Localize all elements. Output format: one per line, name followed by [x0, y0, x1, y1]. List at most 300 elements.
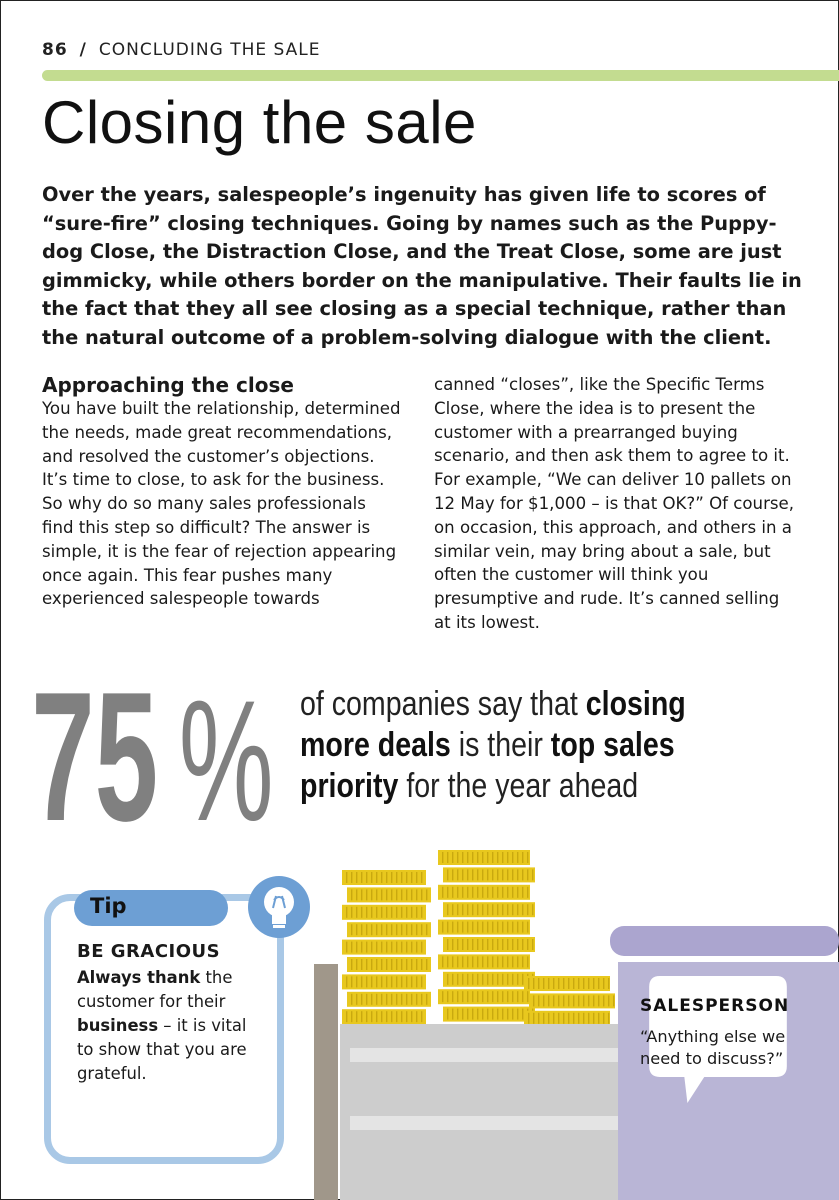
- coin-edge: [416, 872, 417, 883]
- coin-edge: [447, 1009, 448, 1020]
- coin-edge: [532, 904, 533, 915]
- coin-edge: [366, 924, 367, 935]
- coin-edge: [457, 852, 458, 863]
- coin-edge: [497, 991, 498, 1002]
- coin-edge: [361, 907, 362, 918]
- running-header: [42, 40, 320, 60]
- coin-edge: [366, 994, 367, 1005]
- coin-edge: [507, 991, 508, 1002]
- coin-edge: [452, 1009, 453, 1020]
- coin-edge: [517, 956, 518, 967]
- coin-stack-layer: [443, 972, 535, 987]
- coin-edge: [502, 869, 503, 880]
- coin-edge: [583, 1013, 584, 1024]
- coin-edge: [381, 994, 382, 1005]
- coin-edge: [401, 1011, 402, 1022]
- tip-label: [74, 890, 228, 926]
- coin-edge: [608, 995, 609, 1006]
- coin-edge: [492, 974, 493, 985]
- figure-head-band: [610, 926, 839, 956]
- coin-edge: [497, 904, 498, 915]
- coin-edge: [512, 939, 513, 950]
- coin-edge: [376, 959, 377, 970]
- coin-edge: [406, 994, 407, 1005]
- coin-edge: [487, 991, 488, 1002]
- coin-edge: [351, 959, 352, 970]
- coin-edge: [512, 869, 513, 880]
- coin-edge: [487, 1009, 488, 1020]
- coin-edge: [411, 1011, 412, 1022]
- coin-edge: [477, 904, 478, 915]
- coin-edge: [457, 956, 458, 967]
- coin-stacks: [342, 850, 615, 1026]
- coin-stack-layer: [438, 885, 530, 900]
- coin-edge: [361, 994, 362, 1005]
- coin-edge: [442, 887, 443, 898]
- coin-edge: [517, 1009, 518, 1020]
- coin-edge: [517, 974, 518, 985]
- stat-bold-2: top sales priority: [300, 726, 675, 805]
- coin-stack-layer: [347, 992, 431, 1007]
- coin-edge: [502, 887, 503, 898]
- coin-edge: [533, 1013, 534, 1024]
- coin-edge: [467, 956, 468, 967]
- coin-edge: [598, 978, 599, 989]
- coin-stack-layer: [443, 902, 535, 917]
- coin-edge: [381, 889, 382, 900]
- coin-edge: [366, 959, 367, 970]
- coin-edge: [492, 956, 493, 967]
- coin-edge: [583, 978, 584, 989]
- coin-edge: [406, 959, 407, 970]
- body-column-right: [434, 373, 794, 635]
- coin-edge: [376, 907, 377, 918]
- coin-edge: [416, 1011, 417, 1022]
- coin-edge: [467, 904, 468, 915]
- coin-edge: [442, 956, 443, 967]
- coin-edge: [462, 956, 463, 967]
- coin-edge: [346, 1011, 347, 1022]
- coin-edge: [502, 991, 503, 1002]
- coin-edge: [467, 1009, 468, 1020]
- coin-edge: [376, 872, 377, 883]
- coin-edge: [477, 1009, 478, 1020]
- coin-edge: [346, 907, 347, 918]
- coin-edge: [482, 852, 483, 863]
- coin-edge: [502, 974, 503, 985]
- coin-edge: [447, 922, 448, 933]
- coin-edge: [406, 976, 407, 987]
- coin-edge: [517, 852, 518, 863]
- coin-edge: [366, 889, 367, 900]
- coin-edge: [457, 869, 458, 880]
- stat-text-1: of companies say that: [300, 685, 586, 723]
- coin-edge: [426, 959, 427, 970]
- coin-edge: [558, 1013, 559, 1024]
- coin-edge: [517, 991, 518, 1002]
- coin-edge: [522, 1009, 523, 1020]
- coin-edge: [396, 976, 397, 987]
- coin-edge: [573, 1013, 574, 1024]
- tip-bold-2: business: [77, 1016, 159, 1035]
- coin-edge: [447, 939, 448, 950]
- coin-edge: [386, 942, 387, 953]
- coin-edge: [376, 976, 377, 987]
- coin-edge: [371, 924, 372, 935]
- coin-edge: [401, 872, 402, 883]
- coin-edge: [351, 889, 352, 900]
- coin-edge: [472, 1009, 473, 1020]
- coin-edge: [447, 852, 448, 863]
- coin-edge: [487, 869, 488, 880]
- coin-edge: [522, 956, 523, 967]
- coin-edge: [482, 904, 483, 915]
- coin-edge: [442, 922, 443, 933]
- coin-edge: [477, 887, 478, 898]
- coin-edge: [502, 904, 503, 915]
- coin-edge: [366, 907, 367, 918]
- coin-edge: [487, 852, 488, 863]
- coin-edge: [487, 922, 488, 933]
- coin-edge: [406, 924, 407, 935]
- coin-edge: [593, 995, 594, 1006]
- coin-edge: [532, 869, 533, 880]
- coin-edge: [467, 922, 468, 933]
- tip-content: [77, 940, 267, 1086]
- coin-edge: [376, 924, 377, 935]
- coin-edge: [477, 852, 478, 863]
- coin-edge: [376, 889, 377, 900]
- coin-edge: [396, 959, 397, 970]
- coin-edge: [588, 1013, 589, 1024]
- coin-edge: [528, 978, 529, 989]
- coin-edge: [452, 887, 453, 898]
- coin-edge: [507, 904, 508, 915]
- coin-edge: [507, 869, 508, 880]
- coin-edge: [532, 939, 533, 950]
- coin-edge: [497, 852, 498, 863]
- desk-stripe: [350, 1048, 620, 1062]
- coin-edge: [497, 956, 498, 967]
- coin-edge: [391, 994, 392, 1005]
- coin-edge: [457, 991, 458, 1002]
- coin-edge: [608, 1013, 609, 1024]
- coin-edge: [421, 994, 422, 1005]
- coin-edge: [517, 904, 518, 915]
- coin-edge: [477, 922, 478, 933]
- coin-stack-layer: [342, 870, 426, 885]
- coin-edge: [416, 959, 417, 970]
- coin-edge: [421, 959, 422, 970]
- coin-stack-layer: [438, 989, 530, 1004]
- coin-edge: [558, 995, 559, 1006]
- coin-edge: [512, 956, 513, 967]
- coin-edge: [553, 978, 554, 989]
- coin-edge: [406, 872, 407, 883]
- coin-edge: [421, 924, 422, 935]
- coin-edge: [416, 924, 417, 935]
- coin-edge: [401, 959, 402, 970]
- coin-edge: [366, 942, 367, 953]
- tip-text-2: – it is vital to show that you are grateful.: [77, 1016, 247, 1083]
- coin-edge: [401, 942, 402, 953]
- coin-edge: [507, 956, 508, 967]
- coin-edge: [442, 991, 443, 1002]
- coin-edge: [411, 907, 412, 918]
- coin-edge: [492, 922, 493, 933]
- coin-edge: [512, 852, 513, 863]
- coin-edge: [573, 995, 574, 1006]
- coin-edge: [391, 1011, 392, 1022]
- coin-edge: [406, 942, 407, 953]
- coin-edge: [371, 976, 372, 987]
- coin-edge: [533, 995, 534, 1006]
- coin-edge: [472, 991, 473, 1002]
- coin-edge: [396, 907, 397, 918]
- coin-edge: [452, 904, 453, 915]
- coin-edge: [371, 959, 372, 970]
- coin-edge: [462, 869, 463, 880]
- stat-bold-1: closing more deals: [300, 685, 686, 764]
- speech-content: [628, 976, 808, 1106]
- coin-edge: [492, 869, 493, 880]
- coin-edge: [492, 852, 493, 863]
- coin-edge: [356, 942, 357, 953]
- coin-edge: [396, 889, 397, 900]
- coin-edge: [416, 942, 417, 953]
- coin-edge: [512, 922, 513, 933]
- coin-edge: [411, 889, 412, 900]
- coin-edge: [396, 942, 397, 953]
- coin-edge: [558, 978, 559, 989]
- coin-edge: [548, 995, 549, 1006]
- coin-edge: [447, 887, 448, 898]
- coin-edge: [527, 869, 528, 880]
- coin-edge: [381, 942, 382, 953]
- coin-edge: [538, 995, 539, 1006]
- coin-edge: [527, 991, 528, 1002]
- coin-edge: [512, 974, 513, 985]
- coin-edge: [396, 872, 397, 883]
- coin-edge: [568, 978, 569, 989]
- coin-edge: [497, 974, 498, 985]
- coin-edge: [376, 1011, 377, 1022]
- coin-stack-layer: [438, 920, 530, 935]
- coin-edge: [396, 1011, 397, 1022]
- coin-edge: [593, 1013, 594, 1024]
- coin-edge: [533, 978, 534, 989]
- coin-edge: [492, 904, 493, 915]
- coin-edge: [457, 922, 458, 933]
- coin-edge: [492, 939, 493, 950]
- coin-edge: [573, 978, 574, 989]
- coin-edge: [472, 887, 473, 898]
- coin-edge: [492, 991, 493, 1002]
- coin-edge: [406, 1011, 407, 1022]
- coin-edge: [527, 939, 528, 950]
- coin-edge: [351, 907, 352, 918]
- coin-edge: [598, 1013, 599, 1024]
- coin-edge: [421, 976, 422, 987]
- coin-edge: [371, 907, 372, 918]
- coin-edge: [538, 1013, 539, 1024]
- coin-edge: [411, 959, 412, 970]
- coin-edge: [472, 852, 473, 863]
- coin-edge: [497, 939, 498, 950]
- coin-stack-layer: [342, 940, 426, 955]
- coin-edge: [553, 1013, 554, 1024]
- coin-edge: [467, 974, 468, 985]
- coin-stack-layer: [347, 922, 431, 937]
- coin-edge: [482, 939, 483, 950]
- coin-edge: [553, 995, 554, 1006]
- coin-edge: [356, 1011, 357, 1022]
- coin-edge: [447, 991, 448, 1002]
- coin-edge: [578, 978, 579, 989]
- coin-edge: [462, 939, 463, 950]
- coin-edge: [487, 939, 488, 950]
- coin-edge: [522, 869, 523, 880]
- coin-edge: [507, 1009, 508, 1020]
- coin-stack-layer: [443, 937, 535, 952]
- coin-edge: [563, 978, 564, 989]
- coin-edge: [411, 994, 412, 1005]
- coin-edge: [361, 959, 362, 970]
- coin-edge: [376, 942, 377, 953]
- coin-edge: [593, 978, 594, 989]
- coin-edge: [457, 974, 458, 985]
- coin-edge: [442, 852, 443, 863]
- coin-edge: [391, 872, 392, 883]
- coin-edge: [452, 939, 453, 950]
- coin-edge: [477, 974, 478, 985]
- coin-edge: [462, 922, 463, 933]
- coin-edge: [391, 889, 392, 900]
- coin-edge: [381, 1011, 382, 1022]
- coin-edge: [467, 869, 468, 880]
- coin-edge: [356, 924, 357, 935]
- coin-edge: [356, 907, 357, 918]
- page-title: Closing the sale: [42, 89, 477, 156]
- coin-edge: [548, 978, 549, 989]
- coin-edge: [386, 907, 387, 918]
- stat-caption: [300, 684, 695, 807]
- coin-edge: [522, 852, 523, 863]
- coin-edge: [462, 1009, 463, 1020]
- coin-edge: [603, 978, 604, 989]
- coin-edge: [482, 1009, 483, 1020]
- intro-paragraph: Over the years, salespeople’s ingenuity has given life to scores of “sure-fire” closing techniques. Going by names such as the Puppy-dog Close, the Distraction Close, and the Treat Close, some are just gimmicky, while others border on the manipulative. Their faults lie in the fact that they all see closing as a special technique, rather than the natural outcome of a problem-solving dialogue with the client.: [42, 183, 802, 349]
- coin-edge: [527, 887, 528, 898]
- coin-edge: [512, 1009, 513, 1020]
- coin-edge: [568, 1013, 569, 1024]
- coin-edge: [356, 959, 357, 970]
- coin-edge: [578, 995, 579, 1006]
- header-separator: /: [79, 40, 87, 60]
- coin-edge: [477, 869, 478, 880]
- coin-edge: [361, 976, 362, 987]
- coin-edge: [538, 978, 539, 989]
- coin-edge: [381, 907, 382, 918]
- coin-edge: [356, 976, 357, 987]
- coin-edge: [416, 907, 417, 918]
- coin-edge: [588, 995, 589, 1006]
- coin-edge: [361, 1011, 362, 1022]
- coin-edge: [522, 922, 523, 933]
- stat-text-2: is their: [450, 726, 551, 764]
- coin-edge: [517, 869, 518, 880]
- coin-edge: [497, 887, 498, 898]
- coin-edge: [416, 889, 417, 900]
- desk-post: [314, 964, 338, 1200]
- coin-stack-layer: [347, 957, 431, 972]
- coin-stack-layer: [438, 954, 530, 969]
- coin-edge: [467, 991, 468, 1002]
- coin-edge: [371, 872, 372, 883]
- coin-edge: [386, 994, 387, 1005]
- coin-stack-layer: [438, 850, 530, 865]
- coin-edge: [351, 942, 352, 953]
- coin-edge: [608, 978, 609, 989]
- coin-edge: [482, 956, 483, 967]
- coin-edge: [568, 995, 569, 1006]
- coin-edge: [351, 976, 352, 987]
- coin-edge: [366, 872, 367, 883]
- coin-edge: [472, 956, 473, 967]
- coin-edge: [527, 852, 528, 863]
- coin-edge: [472, 974, 473, 985]
- coin-stack-layer: [347, 887, 431, 902]
- coin-edge: [452, 852, 453, 863]
- coin-edge: [457, 904, 458, 915]
- coin-edge: [492, 1009, 493, 1020]
- coin-edge: [603, 1013, 604, 1024]
- coin-edge: [477, 991, 478, 1002]
- coin-edge: [462, 974, 463, 985]
- coin-edge: [361, 872, 362, 883]
- coin-edge: [467, 887, 468, 898]
- coin-edge: [583, 995, 584, 1006]
- coin-edge: [487, 974, 488, 985]
- coin-stack-layer: [443, 1007, 535, 1022]
- coin-edge: [527, 956, 528, 967]
- header-accent-bar: [42, 70, 839, 81]
- coin-edge: [416, 976, 417, 987]
- coin-edge: [497, 922, 498, 933]
- coin-edge: [482, 991, 483, 1002]
- coin-edge: [482, 974, 483, 985]
- coin-edge: [447, 974, 448, 985]
- tip-label-text: Tip: [90, 894, 127, 918]
- coin-edge: [356, 889, 357, 900]
- coin-edge: [401, 889, 402, 900]
- coin-edge: [447, 869, 448, 880]
- coin-edge: [406, 907, 407, 918]
- coin-edge: [371, 942, 372, 953]
- coin-edge: [421, 907, 422, 918]
- coin-edge: [487, 887, 488, 898]
- coin-edge: [361, 942, 362, 953]
- coin-stack-layer: [524, 976, 610, 991]
- coin-edge: [497, 1009, 498, 1020]
- coin-edge: [543, 995, 544, 1006]
- coin-edge: [381, 924, 382, 935]
- desk-stripe: [350, 1116, 620, 1130]
- coin-edge: [543, 1013, 544, 1024]
- coin-edge: [391, 907, 392, 918]
- coin-edge: [502, 1009, 503, 1020]
- coin-edge: [346, 872, 347, 883]
